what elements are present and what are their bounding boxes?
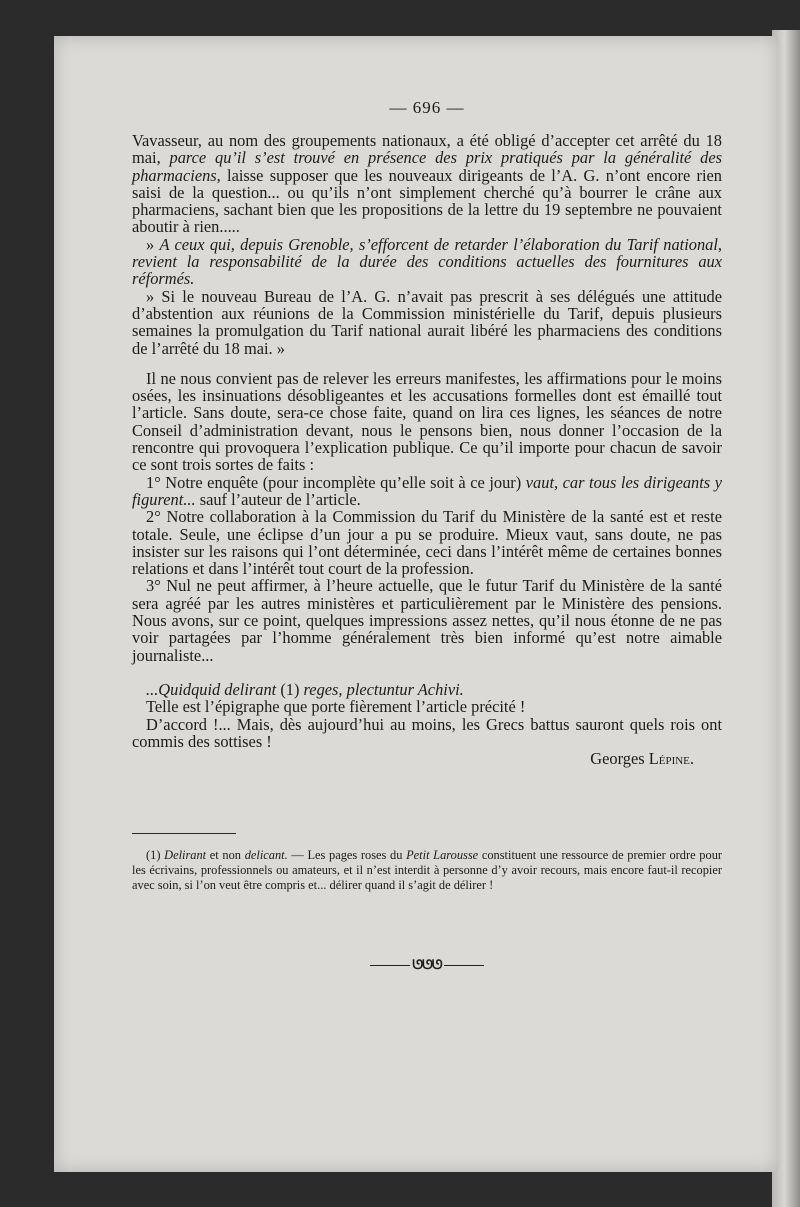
paragraph-1: Vavasseur, au nom des groupements nationaux, a été obligé d’accepter cet arrêté du 18 mai, parce qu’il s’est trouvé en présence des prix pratiqués par la généralité des pharmaciens, laisse supposer que les nouveaux dirigeants de l’A. G. n’ont encore rien saisi de la question... ou qu’ils n’ont simplement cherché qu’à bourrer le crâne aux pharmaciens, sachant bien que les propositions de la lettre du 19 septembre ne pouvaient aboutir à rien.....	[132, 131, 722, 237]
ornament-line-right	[444, 965, 484, 966]
document-page	[54, 36, 778, 1172]
footnote: (1) Delirant et non delicant. — Les pages roses du Petit Larousse constituent une ressource de premier ordre pour les écrivains, professionnels ou amateurs, et il n’est interdit à personne d’y avoir recours, mais encore faut-il recopier avec soin, si l’on veut être compris et... délirer quand il s’agit de délirer !	[132, 848, 723, 892]
closing-ornament	[132, 956, 722, 973]
paragraph-2: » A ceux qui, depuis Grenoble, s’efforcent de retarder l’élaboration du Tarif national, revient la responsabilité de la durée des conditions actuelles des fournitures aux réformés.	[132, 234, 723, 289]
footnote-divider	[132, 833, 236, 834]
page-number: — 696 —	[389, 98, 465, 117]
paragraph-6: 2° Notre collaboration à la Commission du Tarif du Ministère de la santé est et reste totale. Seule, une éclipse d’un jour a pu se produire. Mieux vaut, sans doute, ne pas insister sur les raisons qui l’ont déterminée, ceci dans l’intérêt même de certaines bonnes relations et dans l’intérêt tout court de la profession.	[132, 507, 722, 579]
paragraph-10: D’accord !... Mais, dès aujourd’hui au moins, les Grecs battus sauront quels rois ont commis des sottises !	[132, 714, 722, 751]
ornament-line-left	[370, 965, 410, 966]
article-body	[132, 132, 722, 767]
paragraph-4: Il ne nous convient pas de relever les erreurs manifestes, les affirmations pour le moins osées, les insinuations désobligeantes et les accusations formelles dont est émaillé tout l’article. Sans doute, sera-ce chose faite, quand on lira ces lignes, les séances de notre Conseil d’administration devant, nous le pensons bien, nous donner l’occasion de la rencontre qui provoquera l’explication publique. Ce qu’il importe pour chacun de savoir ce sont trois sortes de faits :	[132, 368, 722, 475]
greek-key-ornament-icon: ᘎᘎᘎ	[412, 957, 442, 973]
paragraph-7: 3° Nul ne peut affirmer, à l’heure actuelle, que le futur Tarif du Ministère de la santé sera agréé par les autres ministères et particulièrement par le Ministère des pensions. Nous avons, sur ce point, quelques impressions assez nettes, qu’il nous étonne de ne pas voir partagées par l’homme généralement très bien informé qu’est notre aimable journaliste...	[132, 576, 722, 665]
paragraph-3: » Si le nouveau Bureau de l’A. G. n’avait pas prescrit à ses délégués une attitude d’abstention aux réunions de la Commission ministérielle du Tarif, depuis plusieurs semaines la promulgation du Tarif national aurait libéré les pharmaciens des conditions de l’arrêté du 18 mai. »	[132, 286, 722, 358]
signature: Georges Lépine.	[590, 749, 694, 769]
epigraph: ...Quidquid delirant (1) reges, plectuntur Achivi.	[146, 679, 464, 699]
paragraph-5: 1° Notre enquête (pour incomplète qu’elle soit à ce jour) vaut, car tous les dirigeants y figurent... sauf l’auteur de l’article.	[132, 472, 722, 509]
paragraph-9: Telle est l’épigraphe que porte fièrement l’article précité !	[146, 697, 526, 717]
